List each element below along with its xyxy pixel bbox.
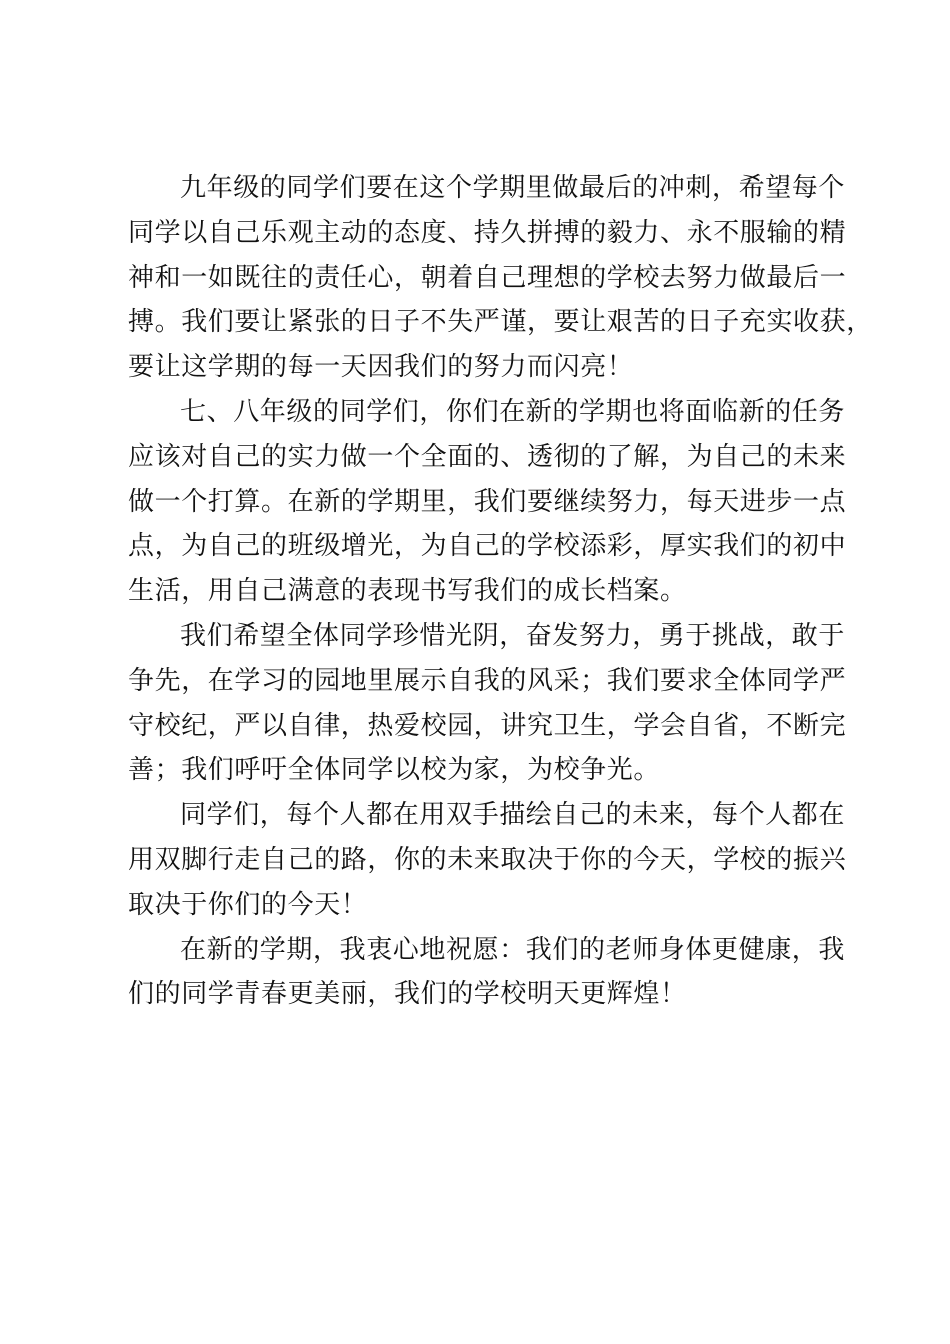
- paragraph-line: 九年级的同学们要在这个学期里做最后的冲刺，希望每个: [180, 173, 846, 203]
- paragraph-line: 应该对自己的实力做一个全面的、透彻的了解，为自己的未来: [128, 441, 847, 472]
- paragraph-line: 同学以自己乐观主动的态度、持久拼搏的毅力、永不服输的精: [128, 217, 847, 248]
- paragraph-line: 七、八年级的同学们，你们在新的学期也将面临新的任务: [180, 396, 846, 427]
- paragraph-line: 取决于你们的今天！: [128, 889, 368, 920]
- paragraph-line: 同学们，每个人都在用双手描绘自己的未来，每个人都在: [180, 800, 846, 831]
- paragraph-line: 搏。我们要让紧张的日子不失严谨，要让艰苦的日子充实收获，: [128, 307, 873, 338]
- paragraph-future: [128, 793, 847, 927]
- paragraph-line: 们的同学青春更美丽，我们的学校明天更辉煌！: [128, 979, 687, 1010]
- paragraph-line: 争先，在学习的园地里展示自我的风采；我们要求全体同学严: [128, 665, 847, 696]
- paragraph-line: 点，为自己的班级增光，为自己的学校添彩，厚实我们的初中: [128, 531, 847, 562]
- paragraph-line: 生活，用自己满意的表现书写我们的成长档案。: [128, 576, 687, 607]
- paragraph-line: 做一个打算。在新的学期里，我们要继续努力，每天进步一点: [128, 486, 847, 517]
- paragraph-hopes: [128, 614, 847, 793]
- paragraph-wishes: [128, 928, 846, 1018]
- paragraph-line: 守校纪，严以自律，热爱校园，讲究卫生，学会自省，不断完: [128, 710, 847, 741]
- paragraph-line: 用双脚行走自己的路，你的未来取决于你的今天，学校的振兴: [128, 844, 847, 875]
- paragraph-grade-seven-eight: [128, 390, 847, 614]
- document-body: [128, 166, 873, 1017]
- paragraph-line: 神和一如既往的责任心，朝着自己理想的学校去努力做最后一: [128, 262, 847, 293]
- paragraph-grade-nine: [128, 166, 873, 390]
- paragraph-line: 我们希望全体同学珍惜光阴，奋发努力，勇于挑战，敢于: [180, 620, 846, 651]
- paragraph-line: 在新的学期，我衷心地祝愿：我们的老师身体更健康，我: [180, 934, 846, 965]
- paragraph-line: 善；我们呼吁全体同学以校为家，为校争光。: [128, 755, 661, 786]
- paragraph-line: 要让这学期的每一天因我们的努力而闪亮！: [128, 352, 634, 383]
